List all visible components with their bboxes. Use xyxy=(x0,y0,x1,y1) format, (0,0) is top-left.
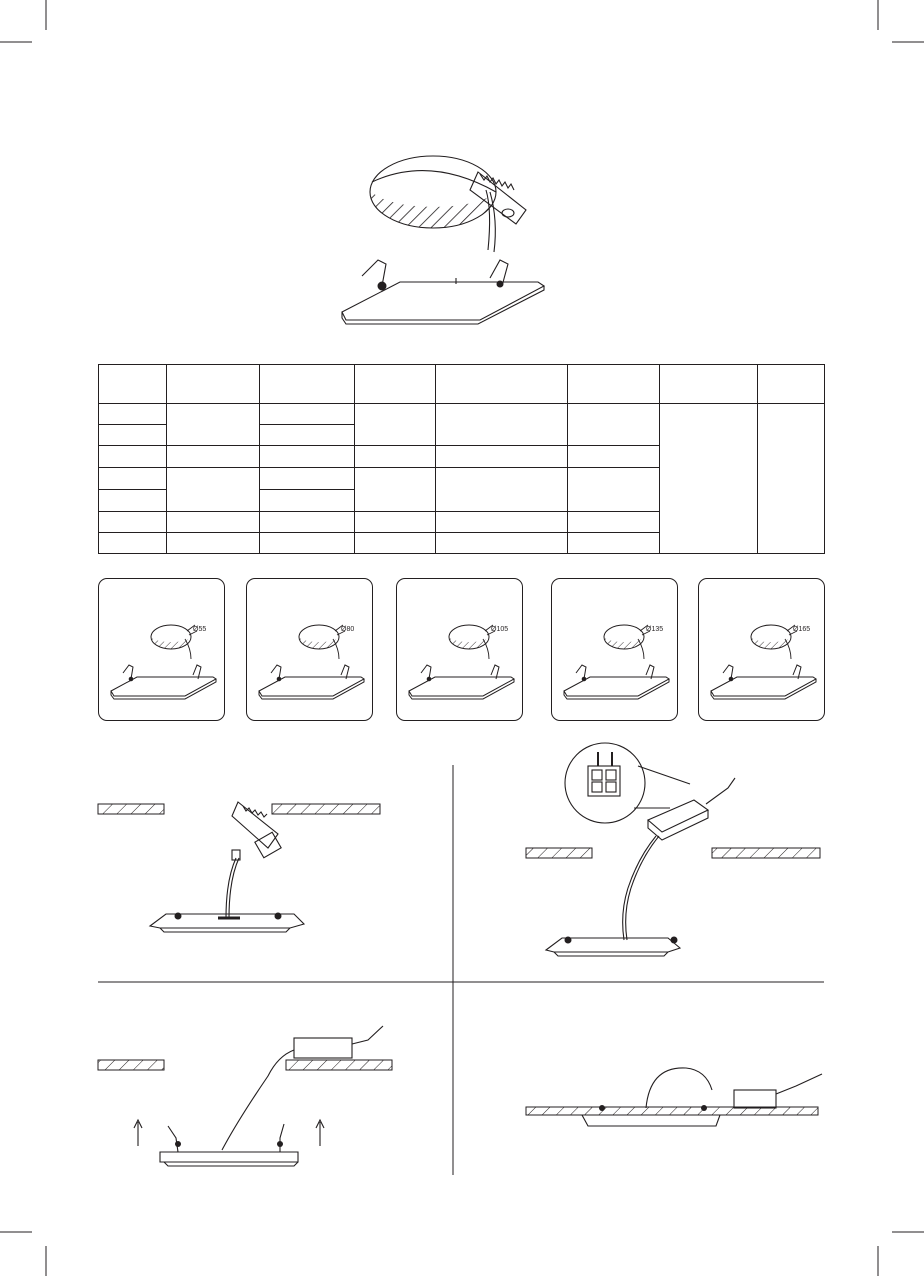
driver-box xyxy=(294,1026,383,1058)
install-step-1 xyxy=(98,790,398,950)
diameter-label: Ø165 xyxy=(793,626,811,633)
install-step-2 xyxy=(520,748,825,963)
install-step-3 xyxy=(98,1020,408,1170)
diameter-label: Ø80 xyxy=(341,626,355,633)
driver-box xyxy=(734,1090,776,1108)
magnifier-circle xyxy=(565,743,645,823)
ceiling-left xyxy=(98,804,164,814)
diameter-label: Ø55 xyxy=(193,626,207,633)
install-step-4 xyxy=(526,1060,826,1135)
diameter-label: Ø135 xyxy=(646,626,664,633)
driver-box xyxy=(648,778,735,840)
terminal-block-icon xyxy=(588,752,620,796)
diameter-label: Ø105 xyxy=(491,626,509,633)
ceiling-right xyxy=(272,804,380,814)
